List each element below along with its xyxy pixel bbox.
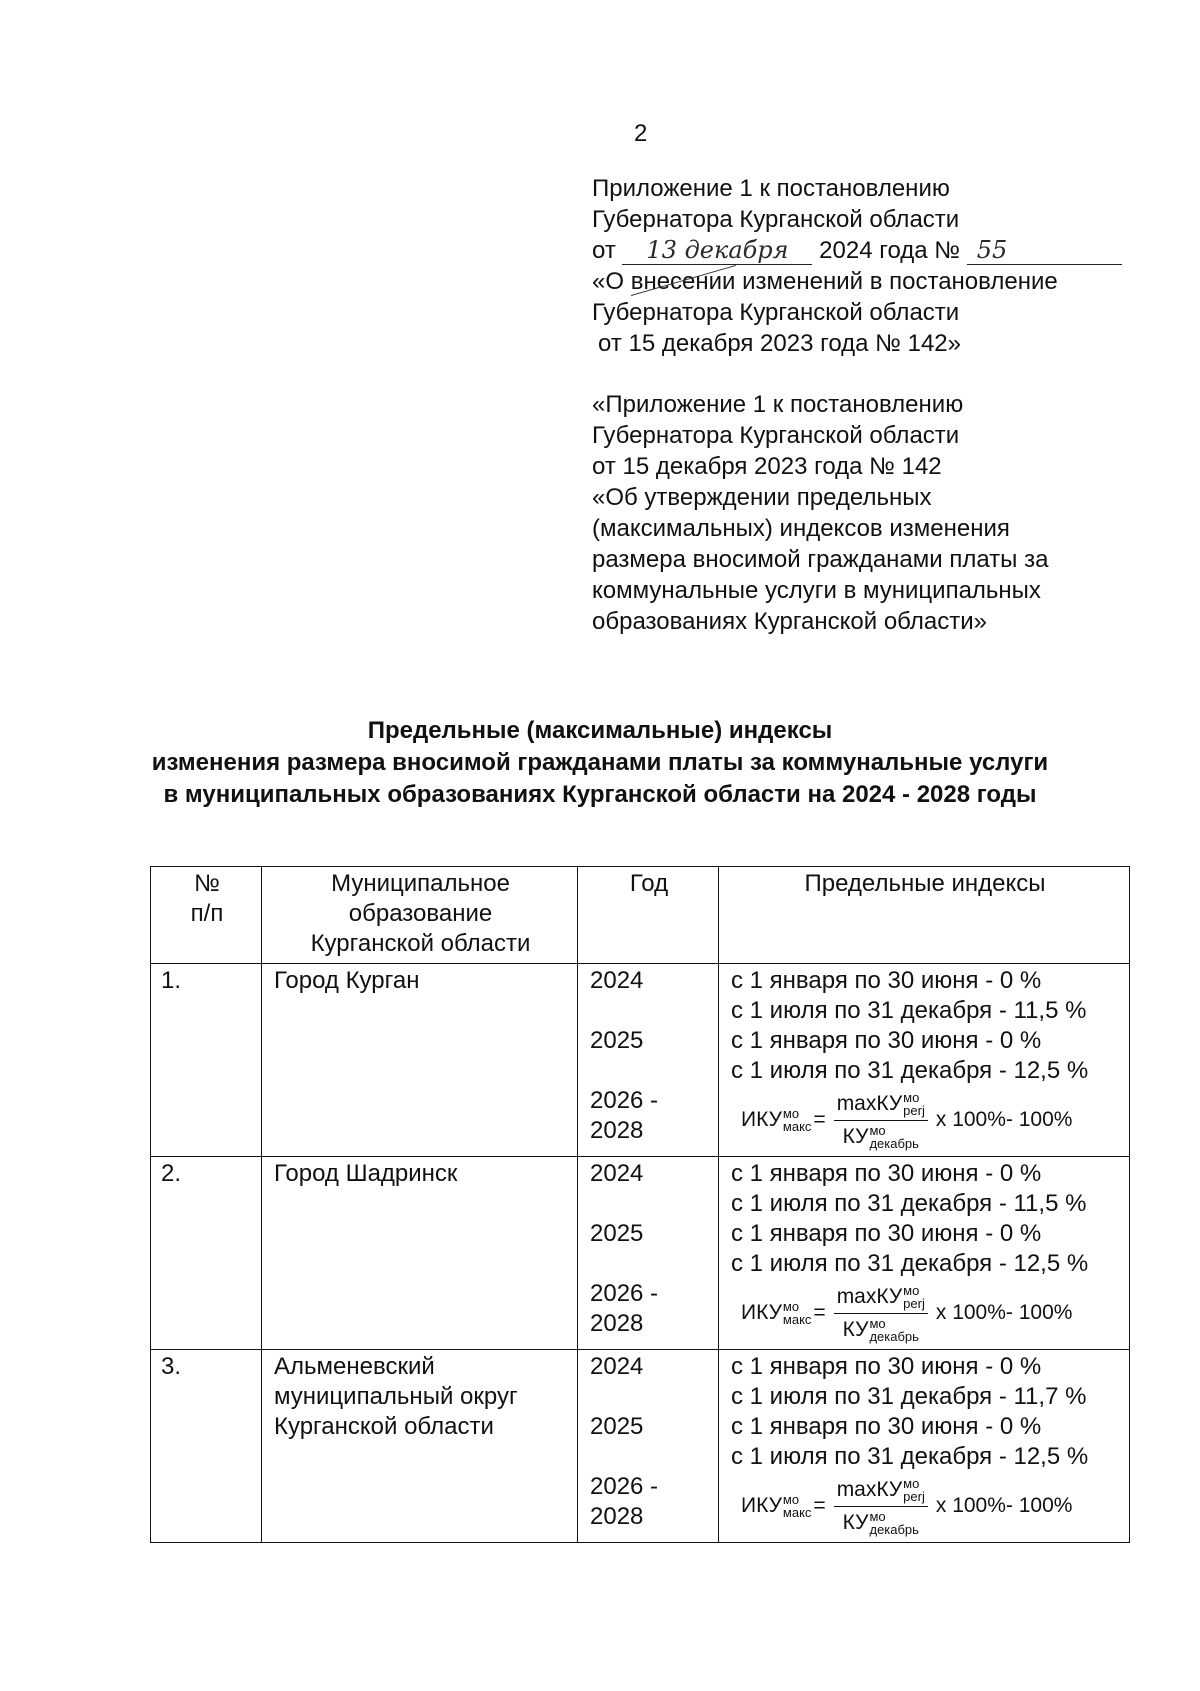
formula-eq: = xyxy=(813,1108,826,1131)
appendix-amend-rest: изменений в постановление xyxy=(735,268,1058,295)
formula-tail: x 100%- 100% xyxy=(935,1108,1073,1131)
municipality-line: муниципальный округ xyxy=(274,1383,518,1410)
quoted-appendix-line: образованиях Курганской области» xyxy=(592,608,987,635)
index-line: с 1 июля по 31 декабря - 11,5 % xyxy=(731,1190,1087,1217)
index-formula xyxy=(731,1281,1123,1345)
year-value: 2025 xyxy=(590,1027,644,1054)
header-municipality-line: образование xyxy=(348,900,493,927)
page-number: 2 xyxy=(634,120,648,147)
header-indices: Предельные индексы xyxy=(719,867,1130,964)
formula-sub: декабрь xyxy=(869,1328,919,1344)
formula-fraction xyxy=(834,1089,928,1152)
heading-line: Предельные (максимальные) индексы xyxy=(367,717,833,744)
formula-den-scripts xyxy=(869,1124,918,1150)
formula-den-text: КУ xyxy=(842,1510,869,1534)
handwritten-date-text: 13 декабря xyxy=(646,236,789,264)
heading-line: изменения размера вносимой гражданами платы за коммунальные услуги xyxy=(151,749,1049,776)
appendix-date-prefix: от xyxy=(592,237,616,264)
formula-fraction xyxy=(834,1475,928,1538)
formula-sup: мо xyxy=(782,1106,800,1121)
spacer xyxy=(590,996,712,1026)
table-row xyxy=(151,1350,1130,1543)
spacer xyxy=(590,1249,712,1279)
spacer xyxy=(590,1189,712,1219)
row-municipality xyxy=(262,1157,578,1350)
formula-sup: мо xyxy=(869,1315,886,1331)
header-no-line: № xyxy=(194,870,220,897)
municipality-line: Курганской области xyxy=(274,1413,494,1440)
formula-num-scripts xyxy=(903,1477,925,1503)
formula-den-text: КУ xyxy=(842,1317,869,1341)
document-heading xyxy=(100,715,1100,811)
formula-num-text: maxКУ xyxy=(836,1091,903,1115)
formula-num-text: maxКУ xyxy=(836,1284,903,1308)
year-value: 2026 - xyxy=(590,1087,659,1114)
quoted-appendix-line: «Об утверждении предельных xyxy=(592,484,932,511)
spacer xyxy=(590,1442,712,1472)
formula-sup: мо xyxy=(869,1508,886,1524)
year-value: 2028 xyxy=(590,1310,644,1337)
formula-tail: x 100%- 100% xyxy=(935,1494,1073,1517)
year-value: 2024 xyxy=(590,1353,644,1380)
spacer xyxy=(590,1056,712,1086)
index-line: с 1 июля по 31 декабря - 12,5 % xyxy=(731,1250,1089,1277)
formula-denominator xyxy=(843,1121,919,1152)
formula-sup: мо xyxy=(903,1475,920,1491)
spacer xyxy=(590,1382,712,1412)
appendix-block xyxy=(592,173,1152,637)
row-years xyxy=(578,1350,719,1543)
index-line: с 1 января по 30 июня - 0 % xyxy=(731,1353,1042,1380)
handwritten-date xyxy=(622,237,812,265)
row-municipality xyxy=(262,964,578,1157)
appendix-amend-open: «О xyxy=(592,268,631,295)
header-year: Год xyxy=(578,867,719,964)
formula-lhs-scripts xyxy=(783,1300,812,1326)
year-value: 2025 xyxy=(590,1413,644,1440)
row-number: 3. xyxy=(151,1350,262,1543)
formula-denominator xyxy=(843,1507,919,1538)
formula-fraction xyxy=(834,1282,928,1345)
formula-sub: макс xyxy=(782,1119,812,1134)
quoted-appendix-line: размера вносимой гражданами платы за xyxy=(592,546,1049,573)
formula-tail: x 100%- 100% xyxy=(935,1301,1073,1324)
handwritten-number xyxy=(967,237,1122,265)
municipality-line: Город Курган xyxy=(274,967,420,994)
header-no-line: п/п xyxy=(190,900,224,927)
formula-sub: макс xyxy=(782,1505,812,1520)
index-line: с 1 января по 30 июня - 0 % xyxy=(731,1220,1042,1247)
index-line: с 1 января по 30 июня - 0 % xyxy=(731,967,1042,994)
formula-lhs-scripts xyxy=(783,1493,812,1519)
table-header-row xyxy=(151,867,1130,964)
formula-sub: декабрь xyxy=(869,1521,919,1537)
appendix-date-year: 2024 года № xyxy=(819,237,961,264)
appendix-line: от 15 декабря 2023 года № 142» xyxy=(598,330,961,357)
year-value: 2025 xyxy=(590,1220,644,1247)
formula-eq: = xyxy=(813,1494,826,1517)
row-indices xyxy=(719,1157,1130,1350)
header-municipality-line: Муниципальное xyxy=(331,870,510,897)
formula-sup: мо xyxy=(903,1282,920,1298)
quoted-appendix-line: от 15 декабря 2023 года № 142 xyxy=(592,453,942,480)
formula-lhs-scripts xyxy=(783,1107,812,1133)
formula-denominator xyxy=(843,1314,919,1345)
index-formula xyxy=(731,1474,1123,1538)
header-municipality xyxy=(262,867,578,964)
index-line: с 1 января по 30 июня - 0 % xyxy=(731,1413,1042,1440)
table-row xyxy=(151,1157,1130,1350)
formula-sup: мо xyxy=(782,1492,800,1507)
index-formula xyxy=(731,1088,1123,1152)
spacer xyxy=(592,359,1152,389)
formula-numerator xyxy=(834,1282,928,1314)
formula-sup: мо xyxy=(869,1122,886,1138)
year-value: 2026 - xyxy=(590,1280,659,1307)
index-line: с 1 июля по 31 декабря - 12,5 % xyxy=(731,1057,1089,1084)
heading-line: в муниципальных образованиях Курганской области на 2024 - 2028 годы xyxy=(163,781,1037,808)
formula-sup: мо xyxy=(903,1089,920,1105)
formula-lhs: ИКУ xyxy=(741,1108,782,1131)
row-indices xyxy=(719,964,1130,1157)
formula-sub: perj xyxy=(903,1295,925,1311)
quoted-appendix-line: Губернатора Курганской области xyxy=(592,422,960,449)
appendix-amend-line xyxy=(592,266,1152,297)
formula-lhs: ИКУ xyxy=(741,1301,782,1324)
formula-sub: макс xyxy=(782,1312,812,1327)
quoted-appendix-line: «Приложение 1 к постановлению xyxy=(592,391,964,418)
row-years xyxy=(578,1157,719,1350)
row-indices xyxy=(719,1350,1130,1543)
formula-eq: = xyxy=(813,1301,826,1324)
appendix-date-line xyxy=(592,235,1152,266)
year-value: 2026 - xyxy=(590,1473,659,1500)
index-line: с 1 января по 30 июня - 0 % xyxy=(731,1027,1042,1054)
quoted-appendix-line: (максимальных) индексов изменения xyxy=(592,515,1010,542)
index-line: с 1 июля по 31 декабря - 11,5 % xyxy=(731,997,1087,1024)
indices-table xyxy=(150,866,1130,1543)
municipality-line: Альменевский xyxy=(274,1353,435,1380)
formula-den-scripts xyxy=(869,1510,918,1536)
municipality-line: Город Шадринск xyxy=(274,1160,458,1187)
index-line: с 1 июля по 31 декабря - 12,5 % xyxy=(731,1443,1089,1470)
appendix-line: Губернатора Курганской области xyxy=(592,299,960,326)
formula-sup: мо xyxy=(782,1299,800,1314)
table-row xyxy=(151,964,1130,1157)
formula-den-text: КУ xyxy=(842,1124,869,1148)
formula-lhs: ИКУ xyxy=(741,1494,782,1517)
row-number: 1. xyxy=(151,964,262,1157)
quoted-appendix-line: коммунальные услуги в муниципальных xyxy=(592,577,1041,604)
handwritten-number-text: 55 xyxy=(976,236,1008,264)
row-number: 2. xyxy=(151,1157,262,1350)
formula-num-text: maxКУ xyxy=(836,1477,903,1501)
index-line: с 1 января по 30 июня - 0 % xyxy=(731,1160,1042,1187)
formula-sub: perj xyxy=(903,1488,925,1504)
appendix-line: Губернатора Курганской области xyxy=(592,206,960,233)
formula-sub: декабрь xyxy=(869,1135,919,1151)
struck-word: внесении xyxy=(630,268,736,295)
row-years xyxy=(578,964,719,1157)
year-value: 2028 xyxy=(590,1117,644,1144)
row-municipality xyxy=(262,1350,578,1543)
index-line: с 1 июля по 31 декабря - 11,7 % xyxy=(731,1383,1087,1410)
formula-numerator xyxy=(834,1475,928,1507)
formula-sub: perj xyxy=(903,1102,925,1118)
year-value: 2024 xyxy=(590,1160,644,1187)
formula-numerator xyxy=(834,1089,928,1121)
year-value: 2024 xyxy=(590,967,644,994)
year-value: 2028 xyxy=(590,1503,644,1530)
formula-num-scripts xyxy=(903,1091,925,1117)
appendix-line: Приложение 1 к постановлению xyxy=(592,175,950,202)
header-no xyxy=(151,867,262,964)
formula-den-scripts xyxy=(869,1317,918,1343)
formula-num-scripts xyxy=(903,1284,925,1310)
header-municipality-line: Курганской области xyxy=(310,930,531,957)
